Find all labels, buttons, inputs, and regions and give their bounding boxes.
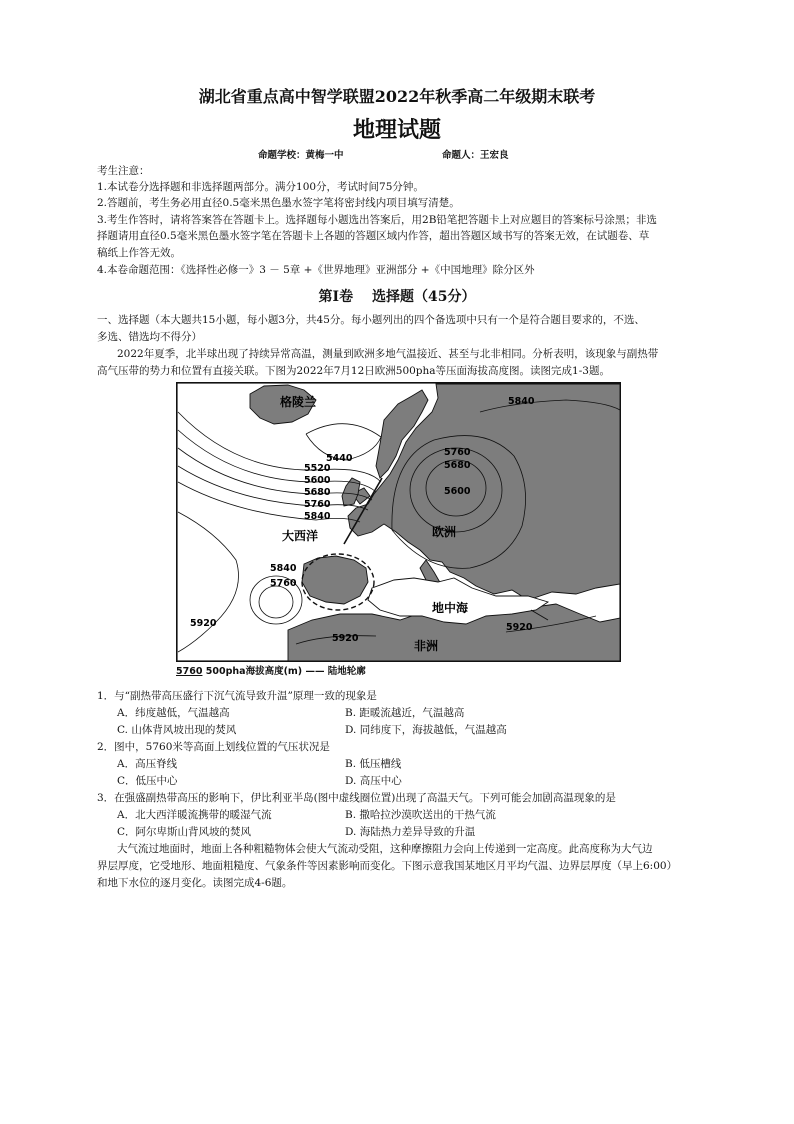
map-legend [176, 664, 366, 679]
question-stem: 2．图中，5760米等高面上划线位置的气压状况是 [97, 741, 330, 753]
option-d: D. 同纬度下，海拔越低，气温越高 [345, 724, 507, 736]
label-europe: 欧洲 [432, 525, 457, 539]
contour-label: 5760 [270, 578, 297, 589]
option-c: C．阿尔卑斯山背风坡的焚风 [117, 826, 252, 838]
option-c: C. 山体背风坡出现的焚风 [117, 724, 237, 736]
notice-line: 4.本卷命题范围：《选择性必修一》3 － 5章 +《世界地理》亚洲部分 +《中国地理》除分区外 [97, 264, 535, 276]
question-stem: 3．在强盛副热带高压的影响下，伊比利亚半岛(图中虚线圈位置)出现了高温天气。下列可能会加剧高温现象的是 [97, 792, 616, 804]
section-title: 第Ⅰ卷 选择题（45分） [318, 289, 476, 305]
option-a: A．北大西洋暖流携带的暖湿气流 [117, 809, 272, 821]
section-intro: 多选、错选均不得分） [97, 331, 202, 343]
section-intro: 一、选择题（本大题共15小题，每小题3分，共45分。每小题列出的四个备选项中只有一个是符合题目要求的，不选、 [97, 314, 645, 326]
option-a: A．高压脊线 [117, 758, 178, 770]
question-stem: 1．与“副热带高压盛行下沉气流导致升温”原理一致的现象是 [97, 690, 377, 702]
passage-line: 大气流过地面时，地面上各种粗糙物体会使大气流动受阻，这种摩擦阻力会向上传递到一定高度。此高度称为大气边 [117, 843, 653, 855]
exam-title: 湖北省重点高中智学联盟2022年秋季高二年级期末联考 [198, 87, 596, 106]
notice-line: 稿纸上作答无效。 [97, 247, 181, 259]
contour-label: 5760 [304, 499, 331, 510]
subject-title: 地理试题 [352, 117, 441, 143]
contour-label: 5840 [508, 396, 535, 407]
option-b: B. 距暖流越近，气温越高 [345, 707, 465, 719]
label-greenland: 格陵兰 [280, 395, 317, 409]
option-c: C．低压中心 [117, 775, 178, 787]
option-b: B. 撒哈拉沙漠吹送出的干热气流 [345, 809, 496, 821]
legend-value: 5760 [176, 666, 203, 677]
setter-author: 命题人：王宏良 [442, 150, 509, 161]
contour-label: 5680 [444, 460, 471, 471]
isobaric-height-map [176, 382, 621, 662]
option-d: D. 高压中心 [345, 775, 402, 787]
option-b: B. 低压槽线 [345, 758, 402, 770]
passage-line: 2022年夏季，北半球出现了持续异常高温，测量到欧洲多地气温接近、甚至与北非相同。分析表明，该现象与副热带 [117, 348, 659, 360]
legend-text: 500pha海拔高度(m) —— 陆地轮廓 [205, 666, 366, 677]
contour-label: 5840 [270, 563, 297, 574]
contour-label: 5600 [304, 475, 331, 486]
passage-line: 界层厚度，它受地形、地面粗糙度、气象条件等因素影响而变化。下图示意我国某地区月平均气温、边界层厚度（早上6:00） [97, 860, 678, 872]
label-mediterranean: 地中海 [432, 601, 469, 615]
option-a: A．纬度越低，气温越高 [117, 707, 230, 719]
notice-line: 2.答题前，考生务必用直径0.5毫米黑色墨水签字笔将密封线内项目填写清楚。 [97, 197, 460, 209]
passage-line: 和地下水位的逐月变化。读图完成4-6题。 [97, 877, 293, 889]
notice-line: 3.考生作答时，请将答案答在答题卡上。选择题每小题选出答案后，用2B铅笔把答题卡上对应题目的答案标号涂黑；非选 [97, 214, 657, 226]
contour-label: 5920 [332, 633, 359, 644]
notice-heading: 考生注意： [97, 165, 150, 177]
contour-label: 5920 [190, 618, 217, 629]
setter-school: 命题学校：黄梅一中 [258, 150, 344, 161]
contour-label: 5920 [506, 622, 533, 633]
contour-label: 5840 [304, 511, 331, 522]
notice-line: 1.本试卷分选择题和非选择题两部分。满分100分，考试时间75分钟。 [97, 181, 424, 193]
label-atlantic: 大西洋 [282, 529, 319, 543]
option-d: D. 海陆热力差异导致的升温 [345, 826, 476, 838]
contour-label: 5440 [326, 453, 353, 464]
label-africa: 非洲 [414, 639, 439, 653]
contour-label: 5520 [304, 463, 331, 474]
contour-label: 5760 [444, 447, 471, 458]
passage-line: 高气压带的势力和位置有直接关联。下图为2022年7月12日欧洲500pha等压面海拔高度图。读图完成1-3题。 [97, 365, 610, 377]
notice-line: 择题请用直径0.5毫米黑色墨水签字笔在答题卡上各题的答题区域内作答，超出答题区域书写的答案无效，在试题卷、草 [97, 230, 650, 242]
contour-label: 5600 [444, 486, 471, 497]
contour-label: 5680 [304, 487, 331, 498]
